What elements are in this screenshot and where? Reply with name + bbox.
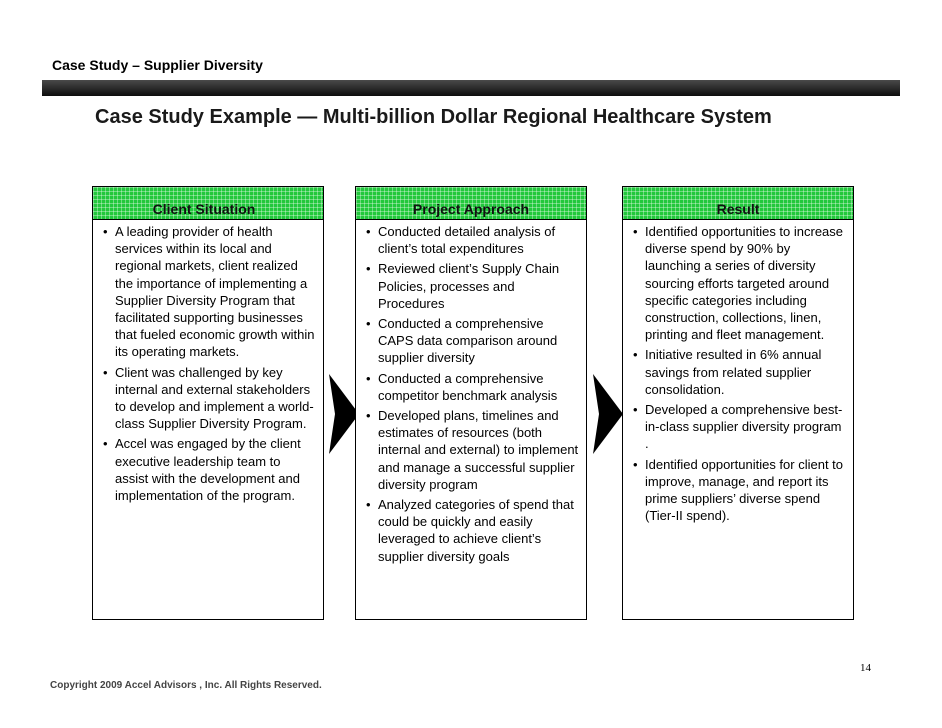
list-item: • Client was challenged by key internal and external stakeholders to develop and implement a world-class Supplier Diversity Program.	[103, 364, 317, 433]
list-item: • Identified opportunities for client to improve, manage, and report its prime suppliers’ diverse spend (Tier-II spend).	[633, 456, 847, 525]
list-item: • Developed plans, timelines and estimates of resources (both internal and external) to implement and manage a successful supplier diversity program	[366, 407, 580, 493]
list-item: • Developed a comprehensive best-in-class supplier diversity program .	[633, 401, 847, 453]
list-item: • Identified opportunities to increase diverse spend by 90% by launching a series of diversity sourcing efforts targeted around specific categories including construction, collections, linen, printing and fleet management.	[633, 223, 847, 343]
list-item: • Conducted detailed analysis of client’s total expenditures	[366, 223, 580, 257]
client-situation-panel	[92, 186, 324, 620]
client-situation-list	[93, 220, 323, 504]
list-item: • Initiative resulted in 6% annual savings from related supplier consolidation.	[633, 346, 847, 398]
result-panel	[622, 186, 854, 620]
page-number: 14	[860, 662, 871, 674]
result-list	[623, 220, 853, 524]
project-approach-list	[356, 220, 586, 565]
list-item: • Analyzed categories of spend that could be quickly and easily leveraged to achieve client’s supplier diversity goals	[366, 496, 580, 565]
client-situation-heading: Client Situation	[152, 201, 256, 217]
list-item: • Conducted a comprehensive CAPS data comparison around supplier diversity	[366, 315, 580, 367]
result-header	[623, 187, 853, 220]
project-approach-panel	[355, 186, 587, 620]
client-situation-header	[93, 187, 323, 220]
copyright-notice: Copyright 2009 Accel Advisors , Inc. All Rights Reserved.	[50, 680, 322, 691]
project-approach-heading: Project Approach	[412, 201, 530, 217]
list-item: • A leading provider of health services within its local and regional markets, client realized the importance of implementing a Supplier Diversity Program that facilitated supporting businesses that fueled economic growth within its operating markets.	[103, 223, 317, 361]
project-approach-header	[356, 187, 586, 220]
slide-title: Case Study Example — Multi-billion Dollar Regional Healthcare System	[95, 106, 772, 128]
result-heading: Result	[716, 201, 760, 217]
list-item: • Conducted a comprehensive competitor benchmark analysis	[366, 370, 580, 404]
list-item: • Reviewed client’s Supply Chain Policies, processes and Procedures	[366, 260, 580, 312]
arrow-right-icon	[593, 374, 623, 454]
section-title: Case Study – Supplier Diversity	[52, 57, 263, 73]
list-item: • Accel was engaged by the client executive leadership team to assist with the development and implementation of the program.	[103, 435, 317, 504]
header-bar	[42, 80, 900, 96]
